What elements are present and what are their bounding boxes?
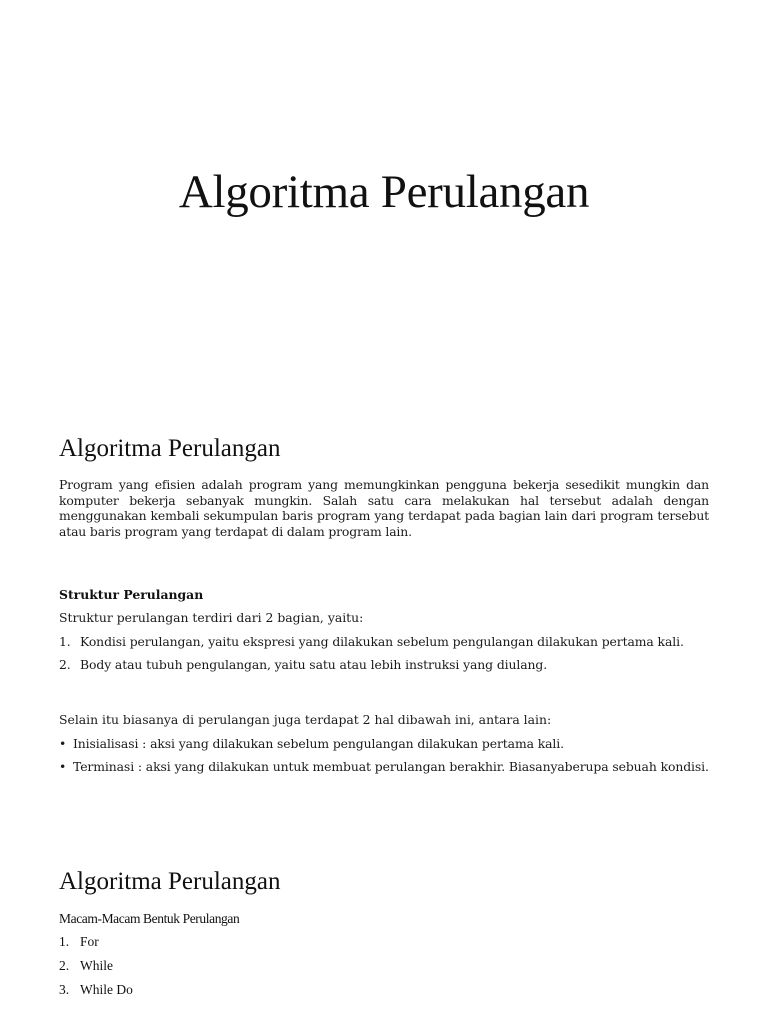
bullet-icon: • (59, 759, 67, 774)
list-item-text: Terminasi : aksi yang dilakukan untuk membuat perulangan berakhir. Biasanyaberupa sebuah kondisi. (73, 759, 709, 774)
list-item-text: For (80, 934, 99, 949)
structure-parts-list (59, 634, 709, 680)
document-title: Algoritma Perulangan (178, 166, 590, 218)
list-number: 1. (59, 634, 71, 649)
structure-description: Struktur perulangan terdiri dari 2 bagian, yaitu: (59, 610, 364, 625)
list-item-text: Body atau tubuh pengulangan, yaitu satu atau lebih instruksi yang diulang. (80, 657, 548, 672)
section-title: Algoritma Perulangan (59, 435, 281, 462)
list-number: 2. (59, 958, 70, 973)
list-item-text: Inisialisasi : aksi yang dilakukan sebelum pengulangan dilakukan pertama kali. (73, 736, 564, 751)
list-item (59, 958, 133, 982)
list-item (59, 657, 709, 673)
list-item-text: Kondisi perulangan, yaitu ekspresi yang dilakukan sebelum pengulangan dilakukan pertama kali. (80, 634, 684, 649)
list-item (59, 759, 709, 775)
loop-types-heading: Macam-Macam Bentuk Perulangan (59, 911, 240, 926)
structure-subheading: Struktur Perulangan (59, 587, 204, 602)
list-item (59, 634, 709, 650)
intro-paragraph: Program yang efisien adalah program yang memungkinkan pengguna bekerja sesedikit mungkin dan komputer bekerja sebanyak mungkin. Salah satu cara melakukan hal tersebut adalah dengan menggunakan kembali sekumpulan baris program yang terdapat pada bagian lain dari program tersebut atau baris program yang terdapat di dalam program lain. (59, 477, 709, 539)
list-item-text: While (80, 958, 113, 973)
list-item-text: While Do (80, 982, 133, 997)
extra-items-list (59, 736, 709, 782)
bullet-icon: • (59, 736, 67, 751)
loop-types-list (59, 934, 133, 1006)
list-number: 1. (59, 934, 70, 949)
list-item (59, 982, 133, 1006)
list-number: 3. (59, 982, 70, 997)
list-item (59, 934, 133, 958)
list-item (59, 736, 709, 752)
list-number: 2. (59, 657, 71, 672)
extra-intro: Selain itu biasanya di perulangan juga terdapat 2 hal dibawah ini, antara lain: (59, 712, 552, 727)
section-title: Algoritma Perulangan (59, 868, 281, 895)
